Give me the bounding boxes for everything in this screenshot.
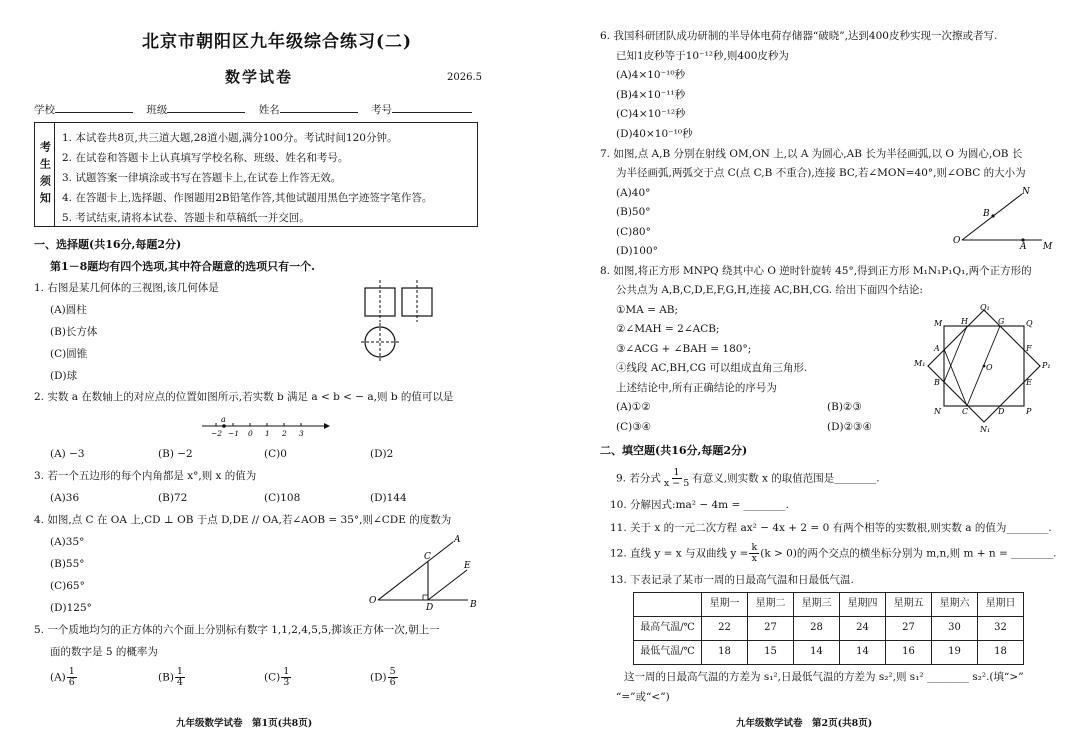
q5-option-b-num: 1 (176, 666, 183, 677)
q7-label-a: A (1020, 242, 1027, 252)
q8-label: A (934, 344, 940, 353)
table-cell: 14 (794, 641, 840, 665)
q3-option-d: (D)144 (370, 492, 407, 504)
q4-label-b: B (470, 600, 477, 610)
q4-label-a: A (454, 535, 461, 545)
q2-option-b: (B) −2 (158, 448, 193, 460)
q5-stem-line1: 5. 一个质地均匀的正方体的六个面上分别标有数字 1,1,2,4,5,5,掷该正方体一次,朝上一 (34, 624, 440, 636)
q5-option-b-den: 4 (176, 676, 183, 688)
table-header-cell: 星期五 (886, 593, 932, 617)
q7-figure (950, 184, 1053, 254)
q8-option-b: (B)②③ (827, 401, 862, 413)
q8-conclusion-1: ①MA = AB; (616, 304, 679, 316)
table-cell: 22 (702, 617, 748, 641)
q4-label-e: E (464, 561, 471, 571)
q5-option-d-num: 5 (389, 666, 396, 677)
q13-after-line1: 这一周的日最高气温的方差为 s₁²,日最低气温的方差为 s₂²,则 s₁² ________ s₂².(填“>” (624, 671, 1024, 683)
exam-date: 2026.5 (447, 72, 482, 83)
q8-label: G (998, 317, 1005, 326)
notice-item: 4. 在答题卡上,选择题、作图题用2B铅笔作答,其他试题用黑色字迹签字笔作答。 (62, 192, 433, 204)
table-cell: 19 (932, 641, 978, 665)
q8-label: D (998, 407, 1005, 416)
q8-conclusion-4: ④线段 AC,BH,CG 可以组成直角三角形. (616, 362, 808, 374)
tick-label: 2 (282, 429, 287, 438)
q7-option-d: (D)100° (616, 245, 658, 257)
q8-label: N₁ (980, 425, 991, 434)
tick-label: −2 (211, 429, 223, 438)
q5-option-a-den: 6 (68, 676, 75, 688)
notice-list (62, 128, 432, 228)
table-row (634, 617, 1024, 641)
q8-label: C (962, 407, 969, 416)
field-name-line[interactable] (280, 102, 358, 113)
q5-option-a-num: 1 (68, 666, 75, 677)
q6-option-c: (C)4×10⁻¹²秒 (616, 108, 686, 120)
number-line-figure (200, 412, 330, 440)
q13-stem: 13. 下表记录了某市一周的日最高气温和日最低气温. (610, 574, 854, 586)
field-id-line[interactable] (392, 102, 472, 113)
q4-stem: 4. 如图,点 C 在 OA 上,CD ⊥ OB 于点 D,DE // OA,若∠AOB = 35°,则∠CDE 的度数为 (34, 514, 452, 526)
table-cell: 14 (840, 641, 886, 665)
q8-label: M (934, 319, 943, 328)
q9-den: x − 5 (663, 477, 690, 489)
field-school-line[interactable] (55, 102, 133, 113)
notice-item: 5. 考试结束,请将本试卷、答题卡和草稿纸一并交回。 (62, 212, 310, 224)
q7-label-o: O (953, 236, 961, 246)
table-header-cell: 星期六 (932, 593, 978, 617)
notice-item: 1. 本试卷共8页,共三道大题,28道小题,满分100分。考试时间120分钟。 (62, 132, 398, 144)
section2-heading: 二、填空题(共16分,每题2分) (600, 444, 748, 457)
q8-figure (914, 302, 1060, 434)
q9-post: 有意义,则实数 x 的取值范围是________. (692, 472, 880, 485)
table-cell: 15 (748, 641, 794, 665)
q8-option-a: (A)①② (616, 401, 651, 413)
q5-option-d (370, 667, 399, 688)
q3-option-a: (A)36 (50, 492, 80, 504)
table-row (634, 593, 1024, 617)
exam-subtitle: 数学试卷 (225, 68, 294, 86)
table-row-label: 最低气温/℃ (634, 641, 702, 665)
q12-den: x (751, 552, 758, 564)
q7-option-b: (B)50° (616, 206, 651, 218)
q9-num: 1 (673, 467, 680, 478)
table-cell: 27 (886, 617, 932, 641)
q8-stem-line2: 公共点为 A,B,C,D,E,F,G,H,连接 AC,BH,CG. 给出下面四个结论: (616, 284, 923, 296)
field-class-label: 班级 (146, 104, 168, 116)
q5-option-c-label: (C) (264, 671, 281, 684)
q8-label: H (961, 317, 968, 326)
q1-option-d: (D)球 (50, 370, 78, 382)
q8-label: E (1026, 378, 1032, 387)
table-cell: 27 (748, 617, 794, 641)
table-cell: 28 (794, 617, 840, 641)
notice-item: 3. 试题答案一律填涂或书写在答题卡上,在试卷上作答无效。 (62, 172, 342, 184)
q9-pre: 9. 若分式 (616, 472, 661, 485)
q8-label: P (1026, 407, 1032, 416)
q5-option-d-label: (D) (370, 671, 387, 684)
table-cell: 18 (978, 641, 1024, 665)
tick-label: 1 (265, 429, 270, 438)
q8-label: Q₁ (980, 303, 990, 312)
footer-left: 九年级数学试卷 第1页(共8页) (176, 718, 313, 729)
tick-label: −1 (228, 429, 240, 438)
q8-conclusion-2: ②∠MAH = 2∠ACB; (616, 323, 720, 335)
q5-option-b (158, 667, 186, 688)
table-row (634, 641, 1024, 665)
q1-option-c: (C)圆锥 (50, 348, 88, 360)
q6-option-d: (D)40×10⁻¹⁰秒 (616, 128, 693, 140)
q2-option-a: (A) −3 (50, 448, 85, 460)
table-header-cell: 星期三 (794, 593, 840, 617)
q7-option-a: (A)40° (616, 187, 651, 199)
table-header-cell: 星期四 (840, 593, 886, 617)
q8-conclusion-3: ③∠ACG + ∠BAH = 180°; (616, 343, 752, 355)
q2-option-d: (D)2 (370, 448, 394, 460)
q4-option-d: (D)125° (50, 602, 92, 614)
q1-option-a: (A)圆柱 (50, 304, 87, 316)
q1-option-b: (B)长方体 (50, 326, 98, 338)
q7-label-n: N (1022, 187, 1030, 197)
notice-side-label: 考生须知 (35, 123, 55, 226)
table-corner-cell (634, 593, 702, 617)
q1-stem: 1. 右图是某几何体的三视图,该几何体是 (34, 282, 219, 294)
q2-stem: 2. 实数 a 在数轴上的对应点的位置如图所示,若实数 b 满足 a < b < − a,则 b 的值可以是 (34, 391, 454, 403)
q8-option-d: (D)②③④ (827, 421, 872, 433)
footer-right: 九年级数学试卷 第2页(共8页) (736, 718, 873, 729)
q8-option-c: (C)③④ (616, 421, 652, 433)
notice-box (34, 122, 478, 227)
q7-stem-line1: 7. 如图,点 A,B 分别在射线 OM,ON 上,以 A 为圆心,AB 长为半径画弧,以 O 为圆心,OB 长 (600, 148, 1023, 160)
q12-num: k (751, 542, 758, 553)
tick-label: 3 (299, 429, 304, 438)
q4-label-d: D (426, 603, 434, 613)
notice-item: 2. 在试卷和答题卡上认真填写学校名称、班级、姓名和考号。 (62, 152, 349, 164)
q12-line (610, 543, 1057, 564)
table-header-cell: 星期二 (748, 593, 794, 617)
q8-stem-line1: 8. 如图,将正方形 MNPQ 绕其中心 O 逆时针旋转 45°,得到正方形 M₁N₁P₁Q₁,两个正方形的 (600, 265, 1032, 277)
q5-option-a-label: (A) (50, 671, 66, 684)
table-cell: 32 (978, 617, 1024, 641)
q8-ask: 上述结论中,所有正确结论的序号为 (616, 382, 777, 394)
q8-label: O (986, 363, 993, 372)
q12-post: (k > 0)的两个交点的横坐标分别为 m,n,则 m + n = ________. (760, 547, 1057, 560)
q4-option-b: (B)55° (50, 558, 85, 570)
field-school-label: 学校 (34, 104, 55, 116)
section1-instruction: 第1－8题均有四个选项,其中符合题意的选项只有一个. (50, 260, 315, 273)
q7-label-b: B (983, 209, 990, 219)
q5-option-d-den: 6 (389, 676, 396, 688)
q3-option-b: (B)72 (158, 492, 188, 504)
table-header-cell: 星期日 (978, 593, 1024, 617)
q13-after-line2: “=”或“<”) (616, 691, 670, 703)
q3-stem: 3. 若一个五边形的每个内角都是 x°,则 x 的值为 (34, 470, 257, 482)
q8-label: P₁ (1042, 361, 1051, 370)
table-cell: 16 (886, 641, 932, 665)
q5-option-c-num: 1 (283, 666, 290, 677)
q8-label: M₁ (914, 359, 926, 368)
q9-line (616, 468, 880, 489)
q8-label: Q (1026, 319, 1033, 328)
tick-label: 0 (248, 429, 253, 438)
q8-label: B (934, 378, 940, 387)
q6-option-a: (A)4×10⁻¹⁰秒 (616, 69, 686, 81)
q6-option-b: (B)4×10⁻¹¹秒 (616, 89, 686, 101)
number-line-a: a (221, 415, 226, 424)
field-id-label: 考号 (371, 104, 393, 116)
q8-label: N (934, 407, 941, 416)
q11-line: 11. 关于 x 的一元二次方程 ax² − 4x + 2 = 0 有两个相等的实数根,则实数 a 的值为________. (610, 522, 1052, 534)
q12-pre: 12. 直线 y = x 与双曲线 y = (610, 547, 749, 560)
table-row-label: 最高气温/℃ (634, 617, 702, 641)
q4-label-o: O (369, 596, 377, 606)
q7-stem-line2: 为半径画弧,两弧交于点 C(点 C,B 不重合),连接 BC,若∠MON=40°,则∠OBC 的大小为 (616, 167, 1026, 179)
q6-stem-line1: 6. 我国科研团队成功研制的半导体电荷存储器“破晓”,达到400皮秒实现一次擦或者写. (600, 30, 998, 42)
q5-option-c (264, 667, 292, 688)
three-view-figure (360, 278, 440, 368)
q4-label-c: C (424, 552, 431, 562)
q5-option-a (50, 667, 78, 688)
q4-figure (368, 530, 483, 612)
exam-title: 北京市朝阳区九年级综合练习(二) (142, 32, 413, 52)
q4-option-c: (C)65° (50, 580, 85, 592)
q4-option-a: (A)35° (50, 536, 85, 548)
q3-option-c: (C)108 (264, 492, 301, 504)
q5-stem-line2: 面的数字是 5 的概率为 (50, 646, 158, 658)
table-cell: 30 (932, 617, 978, 641)
q8-label: F (1026, 344, 1032, 353)
q5-option-c-den: 3 (283, 676, 290, 688)
temperature-table (633, 592, 1024, 665)
q2-option-c: (C)0 (264, 448, 287, 460)
q6-stem-line2: 已知1皮秒等于10⁻¹²秒,则400皮秒为 (616, 50, 789, 62)
field-name-label: 姓名 (258, 104, 280, 116)
q7-option-c: (C)80° (616, 226, 651, 238)
table-cell: 24 (840, 617, 886, 641)
info-fields (34, 102, 472, 117)
q10-line: 10. 分解因式:ma² − 4m = ________. (610, 499, 789, 511)
q5-option-b-label: (B) (158, 671, 174, 684)
table-cell: 18 (702, 641, 748, 665)
section1-heading: 一、选择题(共16分,每题2分) (34, 238, 182, 251)
q7-label-m: M (1043, 242, 1053, 252)
field-class-line[interactable] (167, 102, 245, 113)
table-header-cell: 星期一 (702, 593, 748, 617)
